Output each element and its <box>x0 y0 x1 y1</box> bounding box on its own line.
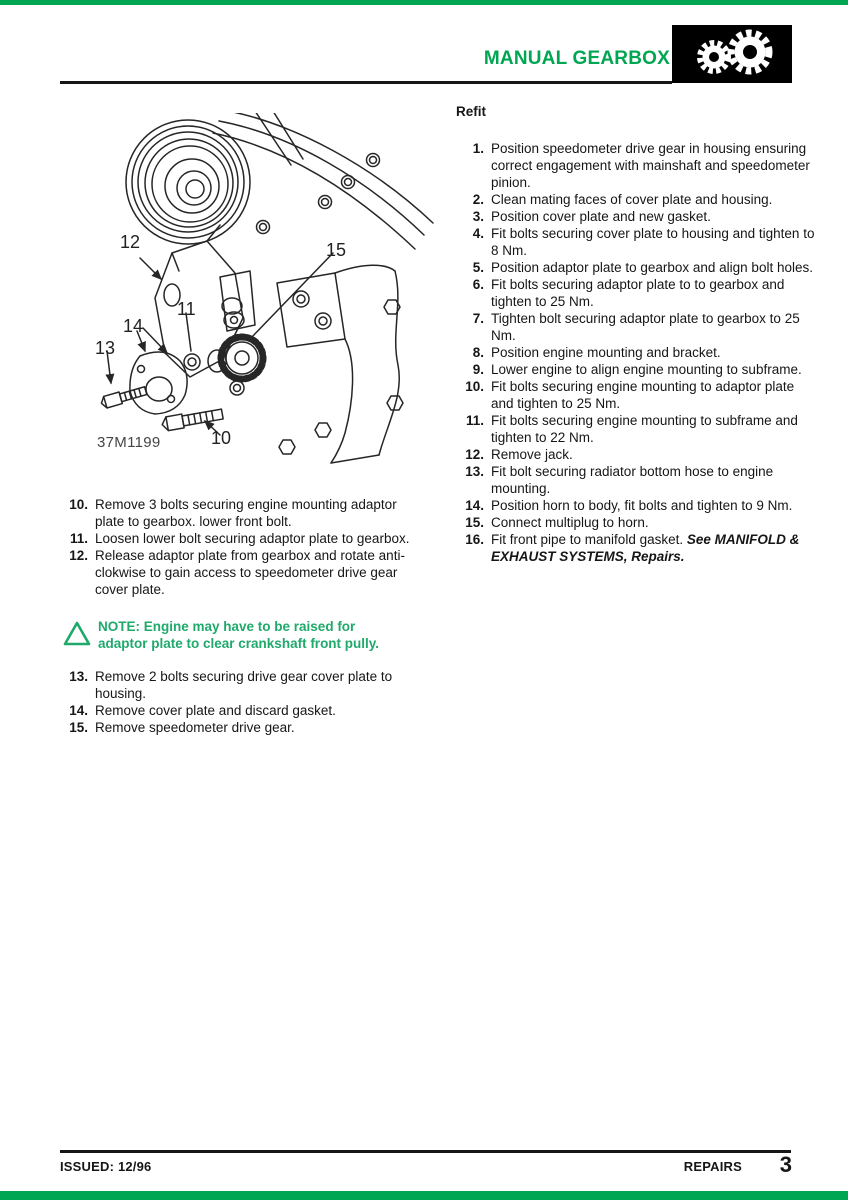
step-row <box>454 378 816 412</box>
step-text: Position engine mounting and bracket. <box>491 345 721 360</box>
callout-14: 14 <box>123 316 144 336</box>
callout-10: 10 <box>211 428 232 448</box>
step-number: 15. <box>69 720 88 735</box>
step-row <box>454 361 816 378</box>
step-text: Position cover plate and new gasket. <box>491 209 711 224</box>
step-text: Fit bolts securing engine mounting to adaptor plate and tighten to 25 Nm. <box>491 379 795 411</box>
callout-15: 15 <box>326 240 347 260</box>
footer-issued: ISSUED: 12/96 <box>60 1159 152 1174</box>
step-number: 2. <box>472 192 484 207</box>
step-row <box>454 140 816 191</box>
step-row <box>454 531 816 565</box>
step-number: 15. <box>465 515 484 530</box>
step-row <box>454 208 816 225</box>
step-number: 8. <box>472 345 484 360</box>
step-text: Position adaptor plate to gearbox and align bolt holes. <box>491 260 813 275</box>
step-number: 10. <box>465 379 484 394</box>
step-number: 1. <box>472 141 484 156</box>
step-number: 11. <box>465 413 484 428</box>
remove-steps-column <box>58 496 414 736</box>
step-row <box>454 259 816 276</box>
step-number: 13. <box>465 464 484 479</box>
step-row <box>454 514 816 531</box>
header-rule <box>60 81 672 84</box>
remove-steps-list <box>58 496 414 598</box>
step-text: Fit bolts securing engine mounting to subframe and tighten to 22 Nm. <box>491 413 798 445</box>
step-row <box>58 702 414 719</box>
step-text: Release adaptor plate from gearbox and rotate anti-clokwise to gain access to speedometer drive gear cover plate. <box>95 548 405 597</box>
callout-13: 13 <box>95 338 116 358</box>
step-number: 12. <box>69 548 88 563</box>
warning-triangle-icon <box>62 618 98 653</box>
step-row <box>454 344 816 361</box>
footer-section: REPAIRS <box>683 1159 742 1174</box>
step-text: Loosen lower bolt securing adaptor plate to gearbox. <box>95 531 410 546</box>
step-text: Connect multiplug to horn. <box>491 515 649 530</box>
step-text: Remove 2 bolts securing drive gear cover plate to housing. <box>95 669 393 701</box>
step-text: Position speedometer drive gear in housing ensuring correct engagement with mainshaft and speedometer pinion. <box>491 141 810 190</box>
step-text: Fit bolt securing radiator bottom hose to engine mounting. <box>491 464 774 496</box>
gearbox-diagram <box>95 113 435 465</box>
step-row <box>454 191 816 208</box>
step-text: Position horn to body, fit bolts and tighten to 9 Nm. <box>491 498 793 513</box>
page-top-green-bar <box>0 0 848 5</box>
step-number: 16. <box>465 532 484 547</box>
step-number: 6. <box>472 277 484 292</box>
footer-page-number: 3 <box>779 1152 792 1177</box>
gears-logo <box>672 25 792 83</box>
step-text: Fit front pipe to manifold gasket. See MANIFOLD & EXHAUST SYSTEMS, Repairs. <box>491 532 800 564</box>
page-bottom-green-bar <box>0 1191 848 1200</box>
step-row <box>454 276 816 310</box>
gears-icon <box>672 25 792 83</box>
step-text: Clean mating faces of cover plate and housing. <box>491 192 773 207</box>
refit-column <box>454 103 816 565</box>
step-text: Fit bolts securing adaptor plate to to gearbox and tighten to 25 Nm. <box>491 277 785 309</box>
step-text: Remove jack. <box>491 447 573 462</box>
step-row <box>454 463 816 497</box>
note-block <box>62 618 414 653</box>
step-number: 10. <box>69 497 88 512</box>
step-row <box>454 310 816 344</box>
step-text: Remove 3 bolts securing engine mounting adaptor plate to gearbox. lower front bolt. <box>95 497 397 529</box>
refit-heading: Refit <box>456 104 486 119</box>
step-number: 12. <box>465 447 484 462</box>
step-number: 7. <box>472 311 484 326</box>
step-text: Remove speedometer drive gear. <box>95 720 295 735</box>
step-number: 9. <box>472 362 484 377</box>
remove-steps-list-after-note <box>58 668 414 736</box>
step-row <box>58 496 414 530</box>
cross-reference: See MANIFOLD & EXHAUST SYSTEMS, Repairs. <box>491 532 800 564</box>
step-row <box>58 547 414 598</box>
figure-code: 37M1199 <box>97 434 161 451</box>
footer-rule <box>60 1150 791 1153</box>
step-row <box>58 530 414 547</box>
step-number: 14. <box>69 703 88 718</box>
callout-12: 12 <box>120 232 141 252</box>
page-title: MANUAL GEARBOX <box>483 48 670 69</box>
note-text: NOTE: Engine may have to be raised for adaptor plate to clear crankshaft front pully. <box>98 619 380 651</box>
step-row <box>454 497 816 514</box>
refit-steps-list <box>454 140 816 565</box>
step-text: Lower engine to align engine mounting to subframe. <box>491 362 802 377</box>
step-text: Remove cover plate and discard gasket. <box>95 703 336 718</box>
step-row <box>58 719 414 736</box>
step-row <box>454 412 816 446</box>
step-number: 13. <box>69 669 88 684</box>
step-row <box>454 225 816 259</box>
step-row <box>58 668 414 702</box>
step-number: 5. <box>472 260 484 275</box>
step-text: Fit bolts securing cover plate to housing and tighten to 8 Nm. <box>491 226 815 258</box>
callout-11: 11 <box>177 299 196 319</box>
step-text: Tighten bolt securing adaptor plate to gearbox to 25 Nm. <box>491 311 800 343</box>
step-row <box>454 446 816 463</box>
step-number: 11. <box>69 531 88 546</box>
step-number: 14. <box>465 498 484 513</box>
step-number: 4. <box>472 226 484 241</box>
step-number: 3. <box>472 209 484 224</box>
